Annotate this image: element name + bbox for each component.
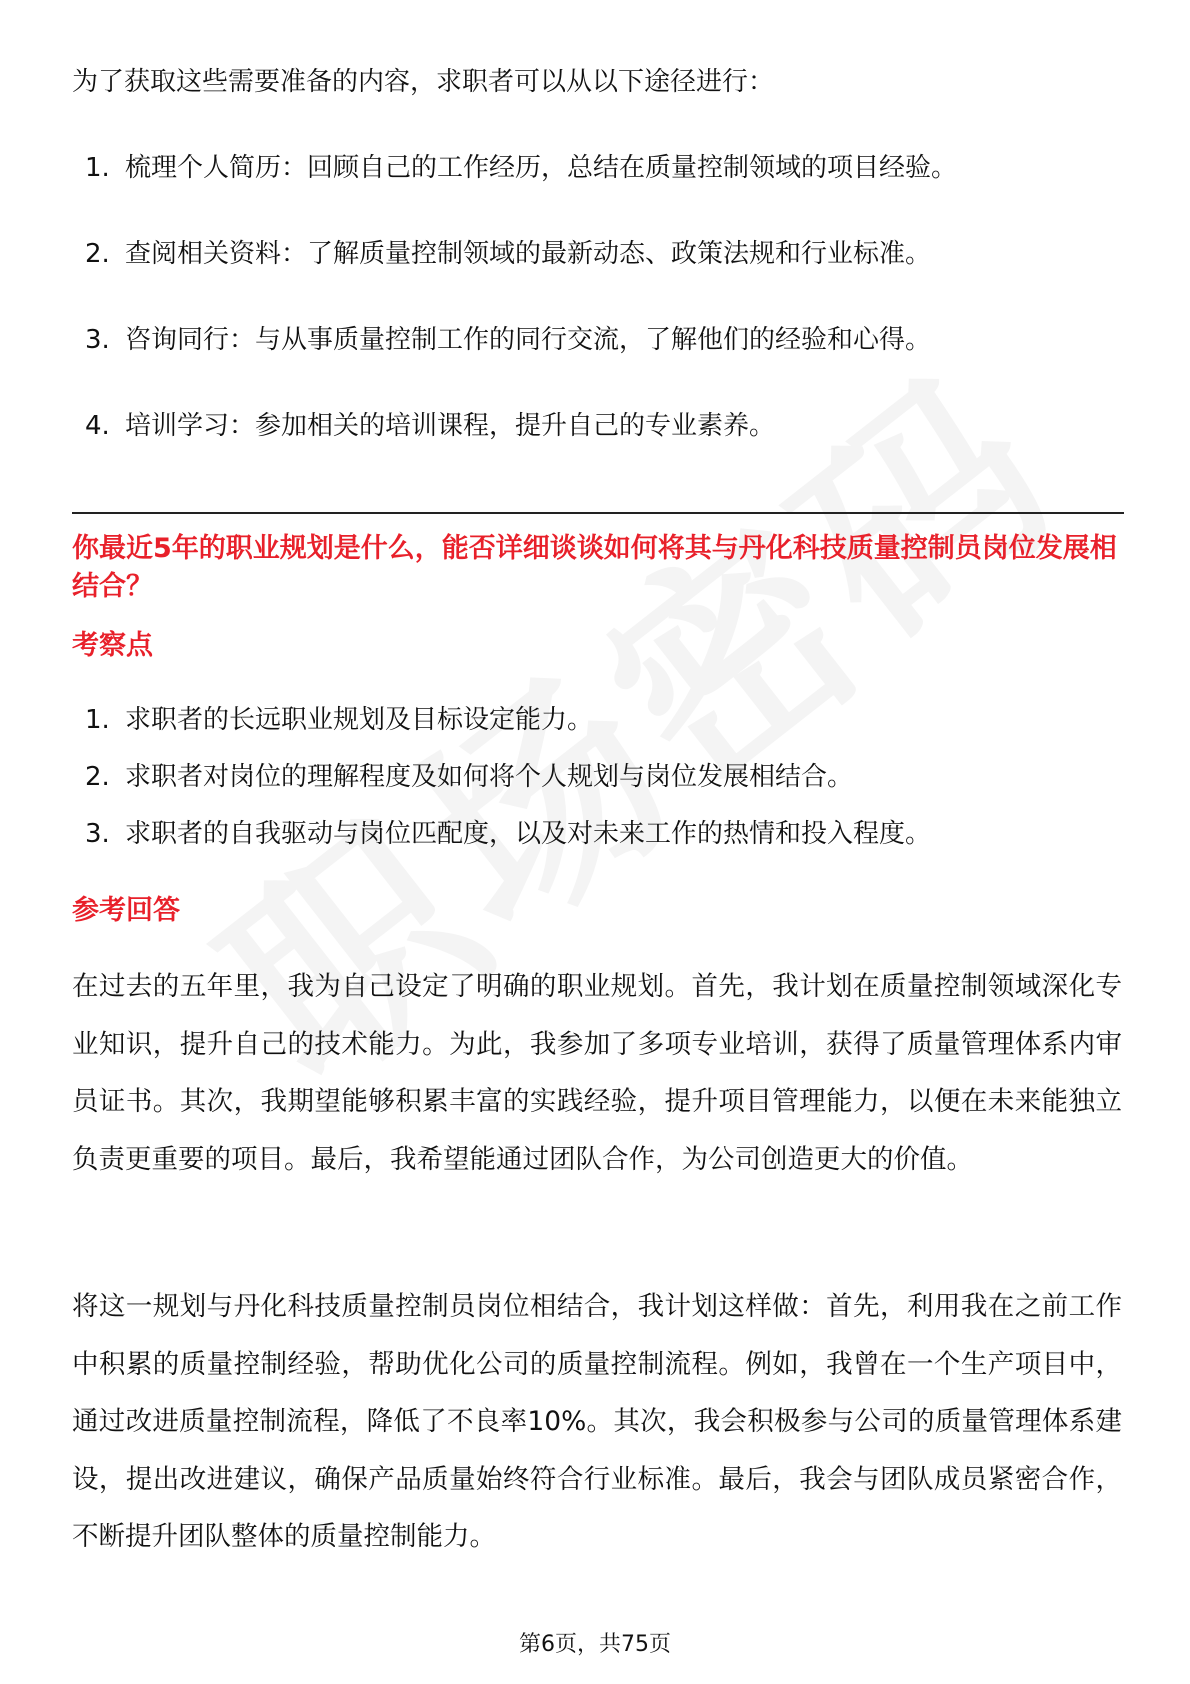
list-item	[85, 816, 931, 873]
list-number: 3.	[85, 325, 110, 355]
list-item	[85, 408, 957, 494]
answer-paragraph: 将这一规划与丹化科技质量控制员岗位相结合，我计划这样做：首先，利用我在之前工作中积累的质量控制经验，帮助优化公司的质量控制流程。例如，我曾在一个生产项目中，通过改进质量控制流程，降低了不良率10%。其次，我会积极参与公司的质量管理体系建设，提出改进建议，确保产品质量始终符合行业标准。最后，我会与团队成员紧密合作，不断提升团队整体的质量控制能力。	[72, 1291, 1122, 1552]
intro-text: 为了获取这些需要准备的内容，求职者可以从以下途径进行：	[72, 67, 775, 97]
list-item	[85, 322, 957, 408]
answer-title: 参考回答	[72, 895, 180, 926]
list-number: 3.	[85, 819, 110, 849]
list-item	[85, 759, 931, 816]
list-number: 4.	[85, 411, 110, 441]
list-number: 2.	[85, 762, 110, 792]
list-number: 2.	[85, 239, 110, 269]
list-item-text: 求职者的长远职业规划及目标设定能力。	[125, 705, 594, 735]
list-item-text: 求职者对岗位的理解程度及如何将个人规划与岗位发展相结合。	[125, 762, 854, 792]
prep-steps-list	[85, 150, 957, 494]
assessment-title: 考察点	[72, 630, 153, 661]
list-item-text: 梳理个人简历：回顾自己的工作经历，总结在质量控制领域的项目经验。	[125, 153, 958, 183]
question-heading: 你最近5年的职业规划是什么，能否详细谈谈如何将其与丹化科技质量控制员岗位发展相结合？	[72, 533, 1117, 602]
section-divider	[72, 512, 1124, 514]
list-item-text: 培训学习：参加相关的培训课程，提升自己的专业素养。	[125, 411, 776, 441]
list-item-text: 求职者的自我驱动与岗位匹配度，以及对未来工作的热情和投入程度。	[125, 819, 932, 849]
list-number: 1.	[85, 705, 110, 735]
assessment-list	[85, 702, 931, 873]
page-number: 第6页，共75页	[519, 1632, 671, 1657]
list-item	[85, 702, 931, 759]
answer-paragraph: 在过去的五年里，我为自己设定了明确的职业规划。首先，我计划在质量控制领域深化专业知识，提升自己的技术能力。为此，我参加了多项专业培训，获得了质量管理体系内审员证书。其次，我期望能够积累丰富的实践经验，提升项目管理能力，以便在未来能独立负责更重要的项目。最后，我希望能通过团队合作，为公司创造更大的价值。	[72, 971, 1122, 1175]
list-item	[85, 236, 957, 322]
list-item	[85, 150, 957, 236]
list-number: 1.	[85, 153, 110, 183]
list-item-text: 查阅相关资料：了解质量控制领域的最新动态、政策法规和行业标准。	[125, 239, 932, 269]
list-item-text: 咨询同行：与从事质量控制工作的同行交流，了解他们的经验和心得。	[125, 325, 932, 355]
